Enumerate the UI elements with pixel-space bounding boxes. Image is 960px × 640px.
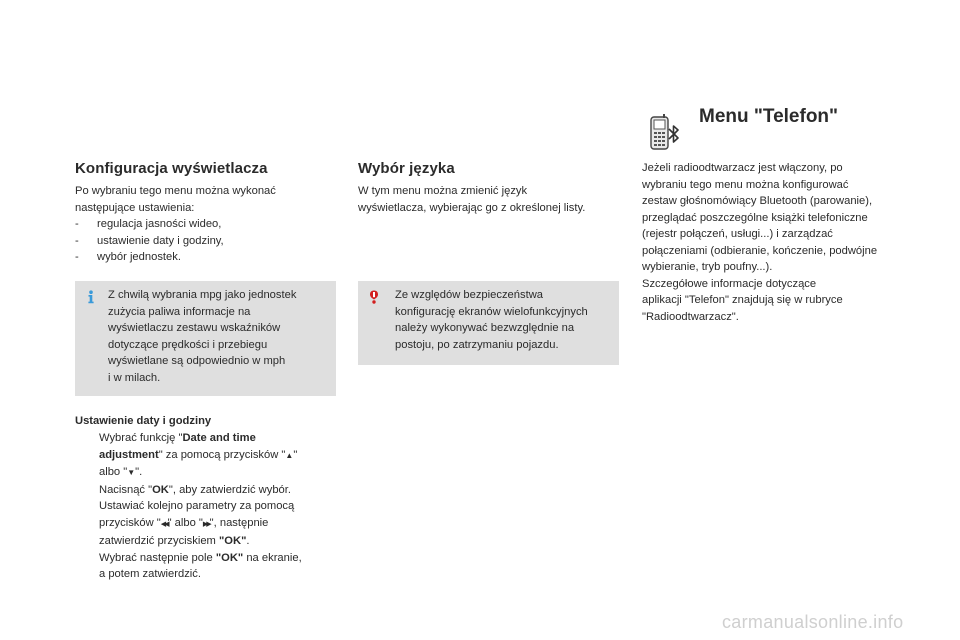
config-intro <box>75 183 335 266</box>
language-line: W tym menu można zmienić język <box>358 185 528 197</box>
info-line: Z chwilą wybrania mpg jako jednostek <box>108 289 297 301</box>
watermark: carmanualsonline.info <box>722 612 904 632</box>
phone-line: połączeniami (odbieranie, kończenie, podwójne <box>642 244 878 257</box>
info-line: dotyczące prędkości i przebiegu <box>108 338 268 351</box>
phone-line: zestaw głośnomówiący Bluetooth (parowanie), <box>642 195 873 207</box>
warning-box <box>358 281 619 365</box>
down-arrow-icon: ▼ <box>127 468 136 477</box>
phone-line: wybieranie, tryb poufny...). <box>642 261 773 273</box>
info-line: zużycia paliwa informacje na <box>108 305 251 318</box>
phone-line: aplikacji "Telefon" znajdują się w rubryce <box>642 294 843 306</box>
phone-line: przeglądać poszczególne książki telefoniczne <box>642 211 868 224</box>
info-box <box>75 281 336 396</box>
phone-line: (rejestr połączeń, usługi...) i zarządzać <box>642 228 833 240</box>
phone-line: Jeżeli radioodtwarzacz jest włączony, po <box>642 162 843 174</box>
date-steps <box>75 430 340 583</box>
config-title: Konfiguracja wyświetlacza <box>75 160 268 177</box>
language-title: Wybór języka <box>358 160 455 177</box>
step-4: Wybrać następnie pole "OK" na ekranie, a potem zatwierdzić. <box>99 551 302 580</box>
step-3: Ustawiać kolejno parametry za pomocą przycisków "◀◀" albo "▶▶", następnie zatwierdzić przyciskiem "OK". <box>99 500 295 547</box>
info-line: wyświetlane są odpowiednio w mph <box>108 355 286 367</box>
warning-line: należy wykonywać bezwzględnie na <box>395 322 575 334</box>
phone-text <box>642 160 877 325</box>
up-arrow-icon: ▲ <box>285 450 294 460</box>
warning-text <box>395 287 588 353</box>
forward-icon: ▶▶ <box>202 520 210 528</box>
config-item-1: - regulacja jasności wideo, <box>75 218 222 230</box>
language-text <box>358 183 585 216</box>
phone-line: "Radioodtwarzacz". <box>642 310 739 323</box>
config-item-3: - wybór jednostek. <box>75 251 181 263</box>
warning-line: konfigurację ekranów wielofunkcyjnych <box>395 305 588 318</box>
rewind-icon: ◀◀ <box>160 520 168 528</box>
warning-icon <box>367 290 381 304</box>
info-line: wyświetlaczu zestawu wskaźników <box>108 322 281 334</box>
phone-menu-title: Menu "Telefon" <box>699 106 839 127</box>
config-intro-line-1: Po wybraniu tego menu można wykonać <box>75 185 276 197</box>
info-text <box>108 287 296 386</box>
warning-line: postoju, po zatrzymaniu pojazdu. <box>395 338 559 351</box>
config-intro-line-2: następujące ustawienia: <box>75 201 195 214</box>
date-title: Ustawienie daty i godziny <box>75 415 212 427</box>
info-line: i w milach. <box>108 371 161 384</box>
info-icon <box>84 290 98 304</box>
config-item-2: - ustawienie daty i godziny, <box>75 234 224 247</box>
step-2: Nacisnąć "OK", aby zatwierdzić wybór. <box>99 483 291 496</box>
bluetooth-icon <box>667 124 681 144</box>
warning-line: Ze względów bezpieczeństwa <box>395 289 543 301</box>
language-line: wyświetlacza, wybierając go z określonej listy. <box>358 201 586 214</box>
step-1: Wybrać funkcję "Date and time adjustment" za pomocą przycisków "▲" albo "▼". <box>99 432 298 478</box>
phone-line: Szczegółowe informacje dotyczące <box>642 277 817 290</box>
phone-line: wybraniu tego menu można konfigurować <box>642 178 849 191</box>
